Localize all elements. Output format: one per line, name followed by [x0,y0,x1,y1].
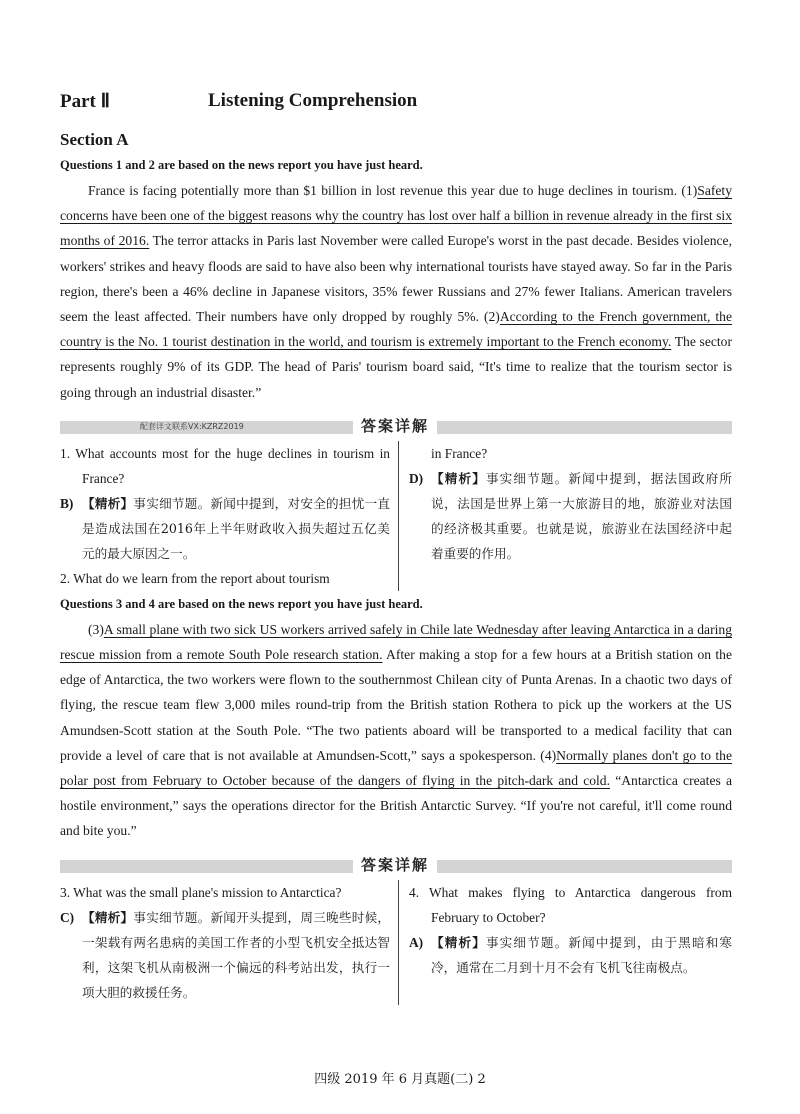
answer-letter: C) [60,909,75,925]
page-footer: 四级 2019 年 6 月真题(二) 2 [314,1072,486,1087]
answer-letter: B) [60,495,74,511]
answers-col-right [398,441,732,591]
document-page [60,86,732,1005]
analysis-text: 事实细节题。新闻中提到，据法国政府所说，法国是世界上第一大旅游目的地，旅游业对法国的经济极其重要。也就是说，旅游业在法国经济中起着重要的作用。 [431,470,733,561]
news-report-2 [60,617,732,844]
answer-2 [409,466,732,566]
answers-col-left [60,880,390,1005]
question-3: 3. What was the small plane's mission to Antarctica? [60,884,342,900]
analysis-label: 【精析】 [82,909,134,925]
answer-1 [60,491,390,566]
answers-header-1 [60,417,732,435]
answers-header-2 [60,856,732,874]
question-4: 4. What makes flying to Antarctica dangerous from February to October? [409,884,732,925]
key-sentence-1: Safety concerns have been one of the biggest reasons why the country has lost over half a billion in revenue already in the first six months of 2016. [60,183,732,249]
analysis-text: 事实细节题。新闻中提到，对安全的担忧一直是造成法国在2016年上半年财政收入损失超过五亿美元的最大原因之一。 [82,495,390,561]
key-sentence-4: Normally planes don't go to the polar post from February to October because of the dangers of flying in the pitch-dark and cold. [60,747,732,789]
answers-title: 答案详解 [353,415,437,436]
marker-3: (3) [88,621,104,637]
answers-title: 答案详解 [353,854,437,875]
header-tag: 配套详文联系VX:KZRZ2019 [140,421,244,431]
answer-3 [60,905,390,1005]
analysis-text: 事实细节题。新闻中提到，由于黑暗和寒冷，通常在二月到十月不会有飞机飞往南极点。 [431,934,733,975]
answer-letter: D) [409,470,424,486]
question-2: 2. What do we learn from the report about tourism [60,570,330,586]
marker-4: (4) [540,747,557,763]
section-heading: Section A [60,130,129,149]
analysis-label: 【精析】 [82,495,134,511]
part-label: Part Ⅱ [60,90,110,112]
analysis-label: 【精析】 [431,934,486,950]
key-sentence-2: According to the French government, the country is the No. 1 tourist destination in the world, and tourism is extremely important to the French economy. [60,309,732,350]
news-report-1 [60,178,732,405]
passage-text: The sector represents roughly 9% of its GDP. The head of Paris' tourism board said, “It's time to realize that the tourism sector is going through an industrial disaster.” [60,334,732,400]
marker-2: (2) [483,309,500,325]
question-2-cont: in France? [431,445,488,461]
passage-text: France is facing potentially more than $1 billion in lost revenue this year due to huge declines in tourism. [88,183,682,198]
answer-4 [409,930,732,980]
analysis-text: 事实细节题。新闻开头提到，周三晚些时候，一架载有两名患病的美国工作者的小型飞机安全抵达智利，这架飞机从南极洲一个偏远的科考站出发，执行一项大胆的救援任务。 [82,909,390,1000]
marker-1: (1) [681,183,698,198]
part-title: Listening Comprehension [208,90,418,111]
question-1: 1. What accounts most for the huge declines in tourism in France? [60,445,390,486]
passage-text: “Antarctica creates a hostile environment,” says the operations director for the British Antarctic Survey. “If you're not careful, it'll come round and bite you.” [60,773,732,839]
passage-text: After making a stop for a few hours at a British station on the edge of Antarctica, the two workers were flown to the southernmost Chilean city of Punta Arenas. In a chaotic two days of flying, the rescue team flew 3,000 miles round-trip from the British station Rothera to pick up the workers at the US Amundsen-Scott station at the South Pole. “The two patients aboard will be transported to a medical facility that can provide a level of care that is not available at Amundsen-Scott,” says a spokesperson. [60,647,732,763]
questions-3-4-intro: Questions 3 and 4 are based on the news report you have just heard. [60,596,423,611]
answers-grid-2 [60,880,732,1005]
answers-grid-1 [60,441,732,591]
analysis-label: 【精析】 [431,470,486,486]
answers-col-left [60,441,390,591]
answers-col-right [398,880,732,1005]
questions-1-2-intro: Questions 1 and 2 are based on the news report you have just heard. [60,158,423,172]
passage-text: The terror attacks in Paris last November were called Europe's worst in the past decade. Besides violence, workers' strikes and heavy floods are said to have also been why international tourists have stayed away. So far in the Paris region, there's been a 46% decline in Japanese visitors, 35% fewer Russians and 27% fewer Italians. American travelers seem the least affected. Their numbers have only dropped by roughly 5%. [60,233,732,325]
part-heading [60,86,732,116]
key-sentence-3: A small plane with two sick US workers arrived safely in Chile late Wednesday after leaving Antarctica in a daring rescue mission from a remote South Pole research station. [60,621,732,663]
answer-letter: A) [409,934,424,950]
